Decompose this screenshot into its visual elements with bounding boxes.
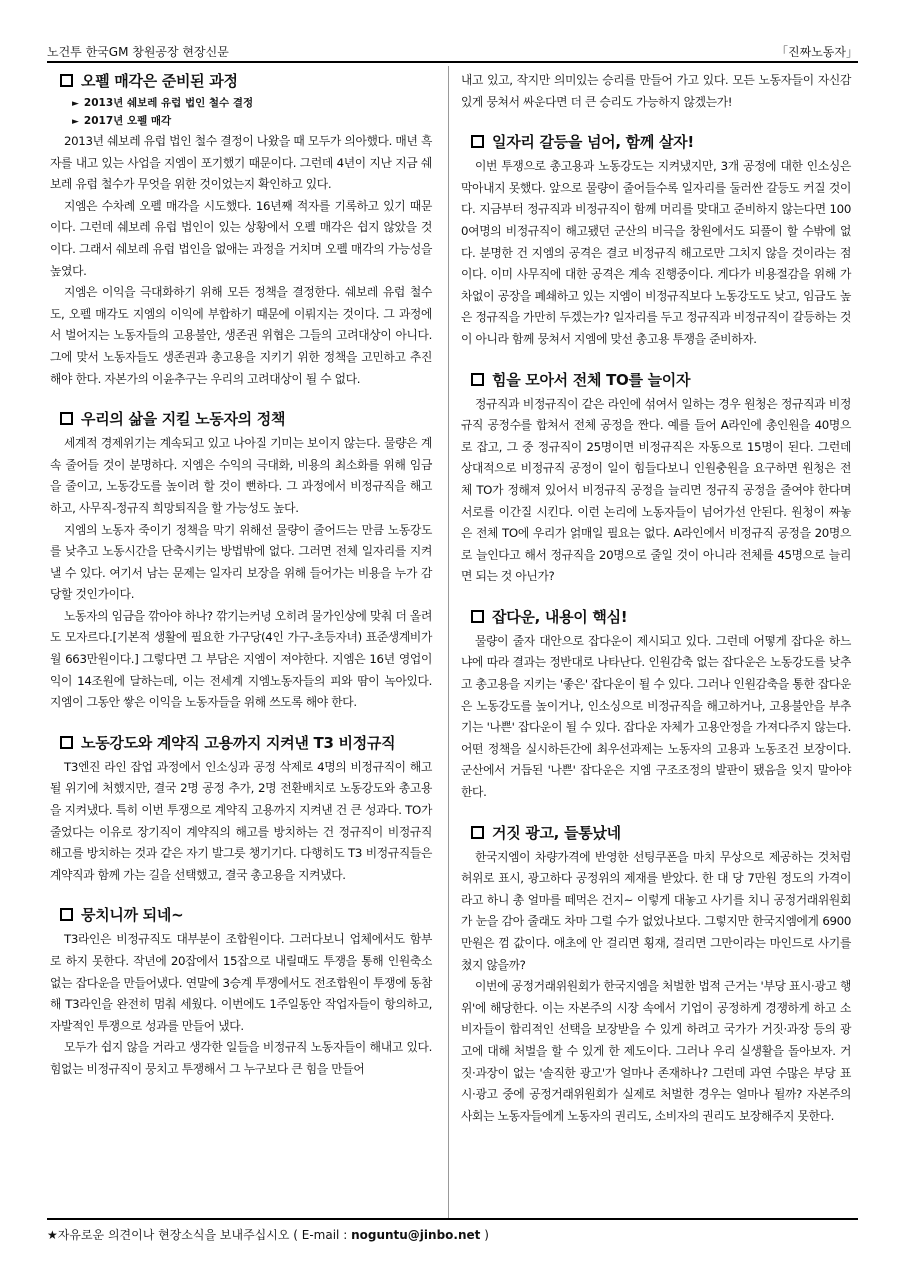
page-header [47,38,858,60]
paragraph: 이번에 공정거래위원회가 한국지엠을 처벌한 법적 근거는 '부당 표시·광고 행위'에 해당한다. 이는 자본주의 시장 속에서 기업이 공정하게 경쟁하게 하고 소비자들이 합리적인 선택을 보장받을 수 있게 하려고 국가가 거짓·과장 등의 광고에 대해 처벌을 할 수 있게 한 제도이다. 그러나 우리 실생활을 돌아보자. 거짓·과장이 없는 '솔직한 광고'가 얼마나 존재하나? 그런데 과연 수많은 부당 표시·광고 중에 공정거래위원회가 실제로 처벌한 경우는 얼마나 될까? 자본주의 사회는 노동자들에게 노동자의 권리도, 소비자의 권리도 보장해주지 못한다. [461,979,851,1123]
square-bullet-icon [60,74,73,87]
section-worker-policy [50,408,432,714]
square-bullet-icon [60,412,73,425]
section-to [461,369,851,588]
footer-close: ) [480,1228,489,1242]
paragraph: 노동자의 임금을 깎아야 하나? 깎기는커녕 오히려 물가인상에 맞춰 더 올려도 모자르다.[기본적 생활에 필요한 가구당(4인 가구-초등자녀) 표준생계비가 월 663만원이다.] 그렇다면 그 부담은 지엠이 져야한다. 지엠은 16년 영업이익이 14조원에 달하는데, 이는 전세계 지엠노동자들의 피와 땀이 녹아있다. 지엠이 그동안 쌓은 이익을 노동자들을 위해 쓰도록 해야 한다. [50,608,432,710]
left-column [50,70,432,1081]
section-opel [50,70,432,390]
square-bullet-icon [60,736,73,749]
section-title: 우리의 삶을 지킬 노동자의 정책 [60,408,432,429]
page-footer [47,1226,858,1243]
paragraph: 정규직과 비정규직이 같은 라인에 섞여서 일하는 경우 원청은 정규직과 비정규직 공정수를 합쳐서 전체 공정을 짠다. 예를 들어 A라인에 총인원을 40명으로 잡고, 그 중 정규직이 25명이면 비정규직은 자동으로 15명이 된다. 그런데 상대적으로 비정규직 공정이 일이 힘들다보니 인원충원을 요구하면 원청은 전체 TO가 정해져 있어서 비정규직 공정을 늘리면 정규직 공정을 줄여야 한다며 서로를 이간질 시킨다. 이런 논리에 노동자들이 넘어가선 안된다. 원청이 짜놓은 전체 TO에 우리가 얽매일 필요는 없다. A라인에서 비정규직 공정을 20명으로 늘인다고 해서 정규직을 20명으로 줄일 것이 아니라 전체를 45명으로 늘리면 되는 것 아닌가? [461,396,851,584]
paragraph: 물량이 줄자 대안으로 잡다운이 제시되고 있다. 그런데 어떻게 잡다운 하느냐에 따라 결과는 정반대로 나타난다. 인원감축 없는 잡다운은 노동강도를 낮추고 총고용을 지키는 '좋은' 잡다운이 될 수 있다. 그러나 인원감축을 통한 잡다운은 노동강도를 높이거나, 인소싱으로 비정규직을 해고하거나, 고용불안을 부추기는 '나쁜' 잡다운이 될 수 있다. 잡다운 자체가 고용안정을 가져다주지 않는다. 어떤 정책을 실시하든간에 최우선과제는 노동자의 고용과 노동조건 보장이다. 군산에서 거듭된 '나쁜' 잡다운은 지엠 구조조정의 발판이 됐음을 잊지 말아야 한다. [461,633,851,800]
paragraph: 지엠은 수차례 오펠 매각을 시도했다. 16년째 적자를 기록하고 있기 때문이다. 그런데 쉐보레 유럽 법인이 있는 상황에서 오펠 매각은 쉽지 않았을 것이다. 그래서 쉐보레 유럽 법인을 없애는 과정을 거치며 오펠 매각의 가능성을 높였다. [50,198,432,278]
section-unity [50,904,432,1080]
triangle-bullet-icon: ► [72,117,79,127]
section-title: 노동강도와 계약직 고용까지 지켜낸 T3 비정규직 [60,732,432,753]
paragraph: 2013년 쉐보레 유럽 법인 철수 결정이 나왔을 때 모두가 의아했다. 매년 흑자를 내고 있는 사업을 지엠이 포기했기 때문이다. 그런데 4년이 지난 지금 쉐보레 유럽 철수가 무엇을 위한 것이었는지 확인하고 있다. [50,134,432,192]
square-bullet-icon [471,373,484,386]
section-t3 [50,732,432,887]
section-title: 뭉치니까 되네~ [60,904,432,925]
right-column [461,70,851,1127]
header-publication: 노건투 한국GM 창원공장 현장신문 [47,45,229,59]
paragraph: 모두가 쉽지 않을 거라고 생각한 일들을 비정규직 노동자들이 해내고 있다. 힘없는 비정규직이 뭉치고 투쟁해서 그 누구보다 큰 힘을 만들어 [50,1040,432,1076]
square-bullet-icon [471,826,484,839]
section-title: 힘을 모아서 전체 TO를 늘이자 [471,369,851,390]
paragraph: T3엔진 라인 잡업 과정에서 인소싱과 공정 삭제로 4명의 비정규직이 해고될 위기에 처했지만, 결국 2명 공정 추가, 2명 전환배치로 노동강도와 총고용을 지켜냈다. 특히 이번 투쟁으로 계약직 고용까지 지켜낸 건 큰 성과다. TO가 줄었다는 이유로 장기직이 계약직의 해고를 방치하는 건 정규직이 비정규직 해고를 방치하는 것과 같은 자기 발그릇 챙기기다. 다행히도 T3 비정규직들은 계약직과 함께 가는 길을 선택했고, 결국 총고용을 지켜냈다. [50,759,432,882]
footer-email-link[interactable]: noguntu@jinbo.net [351,1228,481,1242]
section-title: 오펠 매각은 준비된 과정 [60,70,432,91]
paragraph: 세계적 경제위기는 계속되고 있고 나아질 기미는 보이지 않는다. 물량은 계속 줄어들 것이 분명하다. 지엠은 수익의 극대화, 비용의 최소화를 위해 임금을 줄이고, 노동강도를 높이려 할 것이 뻔하다. 그 과정에서 비정규직을 해고하고, 사무직-정규직 희망퇴직을 할 가능성도 높다. [50,436,432,515]
paragraph: 지엠은 이익을 극대화하기 위해 모든 정책을 결정한다. 쉐보레 유럽 철수도, 오펠 매각도 지엠의 이익에 부합하기 때문에 이뤄지는 것이다. 그 과정에서 벌어지는 노동자들의 고용불안, 생존권 위협은 그들의 고려대상이 아니다. 그에 맞서 노동자들도 생존권과 총고용을 지키기 위한 정책을 고민하고 추진해야 한다. 자본가의 이윤추구는 우리의 고려대상이 될 수 없다. [50,285,432,386]
section-jobs-conflict [461,131,851,350]
footer-text: ★자유로운 의견이나 현장소식을 보내주십시오 ( E-mail : [47,1228,352,1242]
section-title: 일자리 갈등을 넘어, 함께 살자! [471,131,851,152]
section-title: 거짓 광고, 들통났네 [471,822,851,843]
paragraph: 이번 투쟁으로 총고용과 노동강도는 지켜냈지만, 3개 공정에 대한 인소싱은 막아내지 못했다. 앞으로 물량이 줄어들수록 일자리를 둘러싼 갈등도 커질 것이다. 지금부터 정규직과 비정규직이 함께 머리를 맞대고 준비하지 않는다면 1000여명의 비정규직이 해고됐던 군산의 비극을 창원에서도 되풀이 할 수밖에 없다. 분명한 건 지엠의 공격은 결코 비정규직 해고로만 그치지 않을 것이라는 점이다. 이미 사무직에 대한 공격은 계속 진행중이다. 게다가 비용절감을 위해 가차없이 공장을 폐쇄하고 있는 지엠이 비정규직보다 노동강도도 낮고, 임금도 높은 정규직을 가만히 두겠는가? 일자리를 두고 정규직과 비정규직이 갈등하는 것이 아니라 함께 뭉쳐서 지엠에 맞선 총고용 투쟁을 준비하자. [461,159,851,346]
square-bullet-icon [471,610,484,623]
square-bullet-icon [471,135,484,148]
header-paper-name: 「진짜노동자」 [776,45,858,59]
footer-rule [47,1218,858,1220]
section-false-ad [461,822,851,1128]
section-title: 잡다운, 내용이 핵심! [471,606,851,627]
paragraph: T3라인은 비정규직도 대부분이 조합원이다. 그러다보니 업체에서도 함부로 하지 못한다. 작년에 20잡에서 15잡으로 내릴때도 투쟁을 통해 인원축소 없는 잡다운을 만들어냈다. 연말에 3승계 투쟁에서도 전조합원이 투쟁에 동참해 T3라인을 완전히 멈춰 세웠다. 이번에도 1주일동안 작업자들이 항의하고, 자발적인 투쟁으로 성과를 만들어 냈다. [50,932,432,1033]
column-divider [448,66,449,1218]
triangle-bullet-icon: ► [72,99,79,109]
header-rule [47,61,858,63]
section-jobdown [461,606,851,804]
sub-heading: ► 2017년 오펠 매각 [72,115,172,127]
continuation-paragraph: 내고 있고, 작지만 의미있는 승리를 만들어 가고 있다. 모든 노동자들이 자신감 있게 뭉쳐서 싸운다면 더 큰 승리도 가능하지 않겠는가! [461,73,851,109]
paragraph: 지엠의 노동자 죽이기 정책을 막기 위해선 물량이 줄어드는 만큼 노동강도를 낮추고 노동시간을 단축시키는 방법밖에 없다. 그러면 전체 일자리를 지켜낼 수 있다. 여기서 남는 문제는 일자리 보장을 위해 들어가는 비용을 누가 감당할 것인가이다. [50,522,432,602]
paragraph: 한국지엠이 차량가격에 반영한 선팅쿠폰을 마치 무상으로 제공하는 것처럼 허위로 표시, 광고하다 공정위의 제재를 받았다. 한 대 당 7만원 정도의 가격이라고 하니 총 얼마를 떼먹은 건지~ 이렇게 대놓고 사기를 치니 공정거래위원회가 눈을 감아 줄래도 차마 그럴 수가 없었나보다. 그렇지만 한국지엠에게 6900만원은 껌 값이다. 애초에 안 걸리면 횡재, 걸리면 그만이라는 마인드로 사기를 쳤지 않을까? [461,849,851,972]
square-bullet-icon [60,908,73,921]
sub-heading: ► 2013년 쉐보레 유럽 법인 철수 결정 [72,97,254,109]
